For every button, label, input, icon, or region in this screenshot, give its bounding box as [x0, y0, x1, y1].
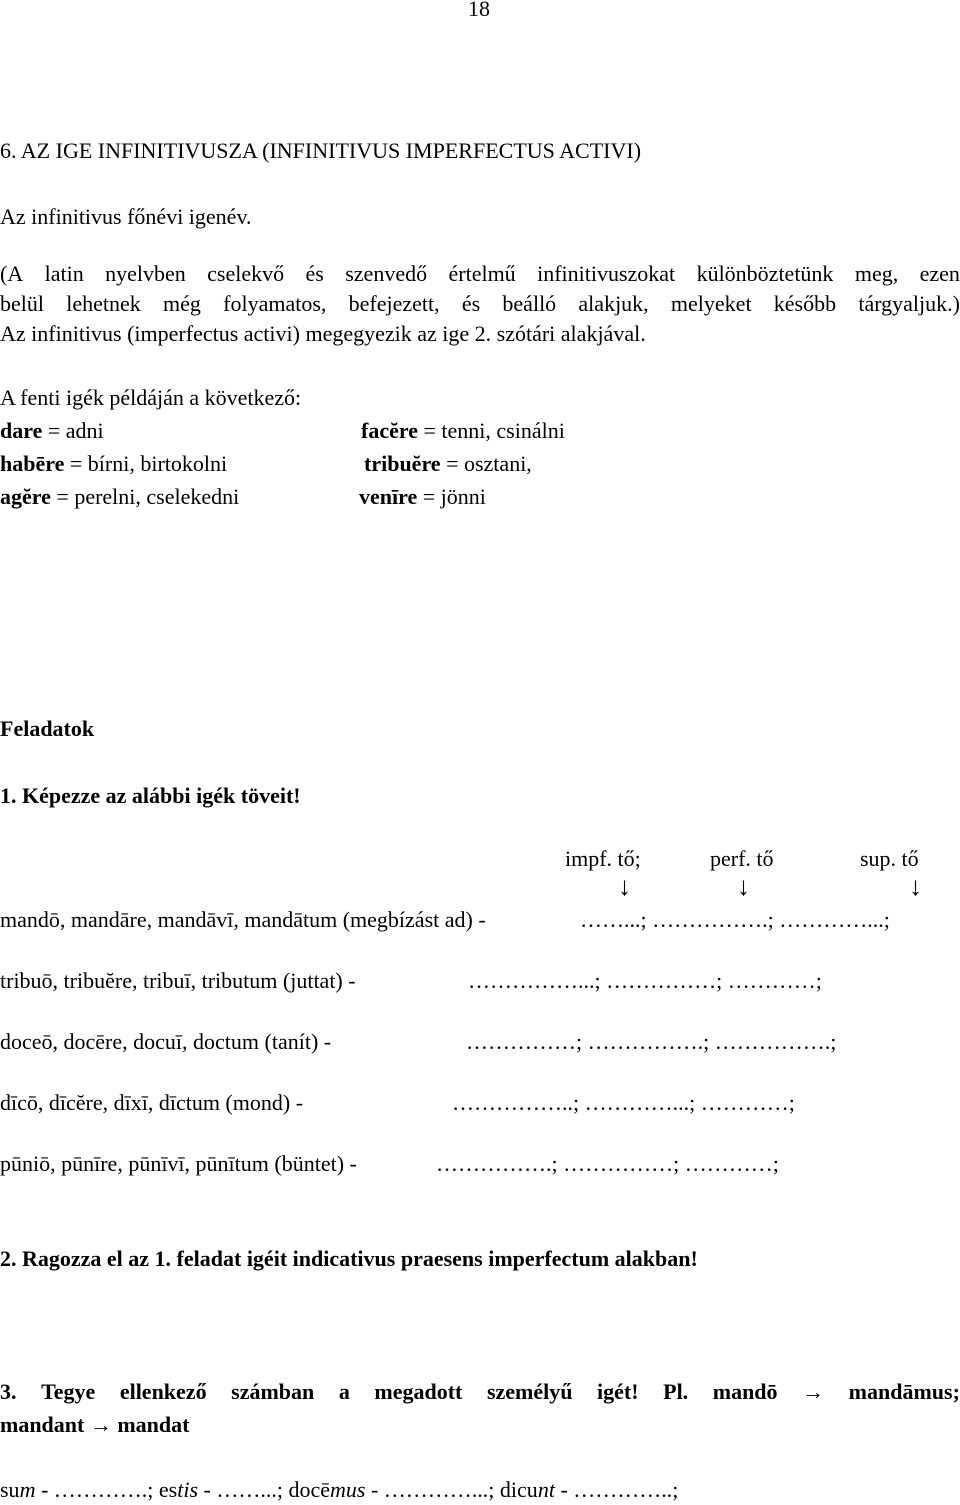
note-paragraph	[0, 259, 960, 349]
exercise-stem: su	[0, 1477, 20, 1502]
example-meaning: = bírni, birtokolni	[64, 451, 228, 476]
note-line-1: (A latin nyelvben cselekvő és szenvedő értelmű infinitivuszokat különböztetünk meg, ezen	[0, 261, 960, 286]
note-line-2: belül lehetnek még folyamatos, befejezett, és beálló alakjuk, melyeket később tárgyaljuk.)	[0, 291, 960, 316]
task3-exercises	[0, 1477, 678, 1503]
example-row-2-right	[364, 451, 532, 477]
example-row-3-right	[359, 484, 486, 510]
task3-word: személyű	[486, 1379, 573, 1404]
blank-row-1: ……...; …………….; …………...;	[580, 907, 890, 932]
note-line-3: Az infinitivus (imperfectus activi) megegyezik az ige 2. szótári alakjával.	[0, 321, 646, 346]
tasks-title: Feladatok	[0, 716, 95, 741]
example-meaning: = tenni, csinálni	[418, 418, 565, 443]
example-word: facĕre	[361, 418, 418, 443]
verb-row-2: tribuō, tribuĕre, tribuī, tributum (juttat) -	[0, 968, 356, 993]
down-arrow-icon: ↓	[737, 872, 750, 901]
example-word: agĕre	[0, 484, 51, 509]
blank-row-3: ……………; …………….; …………….;	[466, 1029, 837, 1054]
task2-title: 2. Ragozza el az 1. feladat igéit indicativus praesens imperfectum alakban!	[0, 1246, 698, 1271]
verb-row-5: pūniō, pūnīre, pūnīvī, pūnītum (büntet) -	[0, 1151, 357, 1176]
verb-row-4: dīcō, dīcĕre, dīxī, dīctum (mond) -	[0, 1090, 304, 1115]
task3-word: igét!	[597, 1379, 639, 1404]
exercise-ending: m	[19, 1477, 36, 1502]
example-meaning: = jönni	[417, 484, 486, 509]
exercise-ending: tis	[177, 1477, 199, 1502]
task3-word: Tegye	[41, 1379, 96, 1404]
down-arrow-icon: ↓	[909, 872, 922, 901]
task3-word: mandō	[712, 1379, 778, 1404]
verb-row-1: mandō, mandāre, mandāvī, mandātum (megbízást ad) -	[0, 907, 486, 932]
verb-row-3: doceō, docēre, docuī, doctum (tanít) -	[0, 1029, 332, 1054]
exercise-blank: - …………..;	[554, 1477, 679, 1502]
exercise-blank: - …………...;	[365, 1477, 500, 1502]
section-heading: 6. AZ IGE INFINITIVUSZA (INFINITIVUS IMPERFECTUS ACTIVI)	[0, 138, 642, 163]
task3-word: mandat	[117, 1412, 190, 1437]
exercise-stem: dicu	[499, 1477, 538, 1502]
blank-row-5: …………….; ……………; …………;	[436, 1151, 779, 1176]
task3-word: ellenkező	[119, 1379, 207, 1404]
exercise-ending: mus	[330, 1477, 366, 1502]
task3-word: Pl.	[663, 1379, 689, 1404]
exercise-stem: es	[158, 1477, 178, 1502]
task3-word: 3.	[0, 1379, 17, 1404]
example-meaning: = perelni, cselekedni	[50, 484, 240, 509]
intro-text: Az infinitivus főnévi igenév.	[0, 204, 252, 229]
col-header-impf: impf. tő;	[565, 846, 641, 871]
col-header-sup: sup. tő	[860, 846, 919, 871]
example-word: habēre	[0, 451, 65, 476]
task3-word: a	[338, 1379, 350, 1404]
right-arrow-icon: →	[89, 1412, 112, 1437]
task3-word: számban	[231, 1379, 315, 1404]
blank-row-2: ……………...; ……………; …………;	[468, 968, 822, 993]
example-word: tribuĕre	[364, 451, 441, 476]
example-word: venīre	[359, 484, 418, 509]
example-row-1-right	[361, 418, 565, 444]
down-arrow-icon: ↓	[618, 872, 631, 901]
exercise-blank: - ………….;	[35, 1477, 159, 1502]
exercise-blank: - ……...;	[198, 1477, 289, 1502]
blank-row-4: ……………..; …………...; …………;	[452, 1090, 795, 1115]
page-number: 18	[468, 0, 490, 21]
example-meaning: = osztani,	[440, 451, 532, 476]
example-word: dare	[0, 418, 43, 443]
task3-word: mandāmus;	[848, 1379, 960, 1404]
examples-intro: A fenti igék példáján a következő:	[0, 385, 302, 410]
right-arrow-icon: →	[802, 1379, 825, 1404]
example-row-2-left	[0, 451, 227, 477]
task1-title: 1. Képezze az alábbi igék töveit!	[0, 783, 301, 808]
example-row-1-left	[0, 418, 104, 444]
exercise-stem: docē	[288, 1477, 331, 1502]
task3-word: mandant	[0, 1412, 85, 1437]
task3-line-1	[0, 1379, 960, 1405]
exercise-ending: nt	[537, 1477, 555, 1502]
col-header-perf: perf. tő	[710, 846, 774, 871]
example-meaning: = adni	[42, 418, 104, 443]
task3-line-2	[0, 1412, 189, 1438]
task3-word: megadott	[374, 1379, 463, 1404]
example-row-3-left	[0, 484, 239, 510]
